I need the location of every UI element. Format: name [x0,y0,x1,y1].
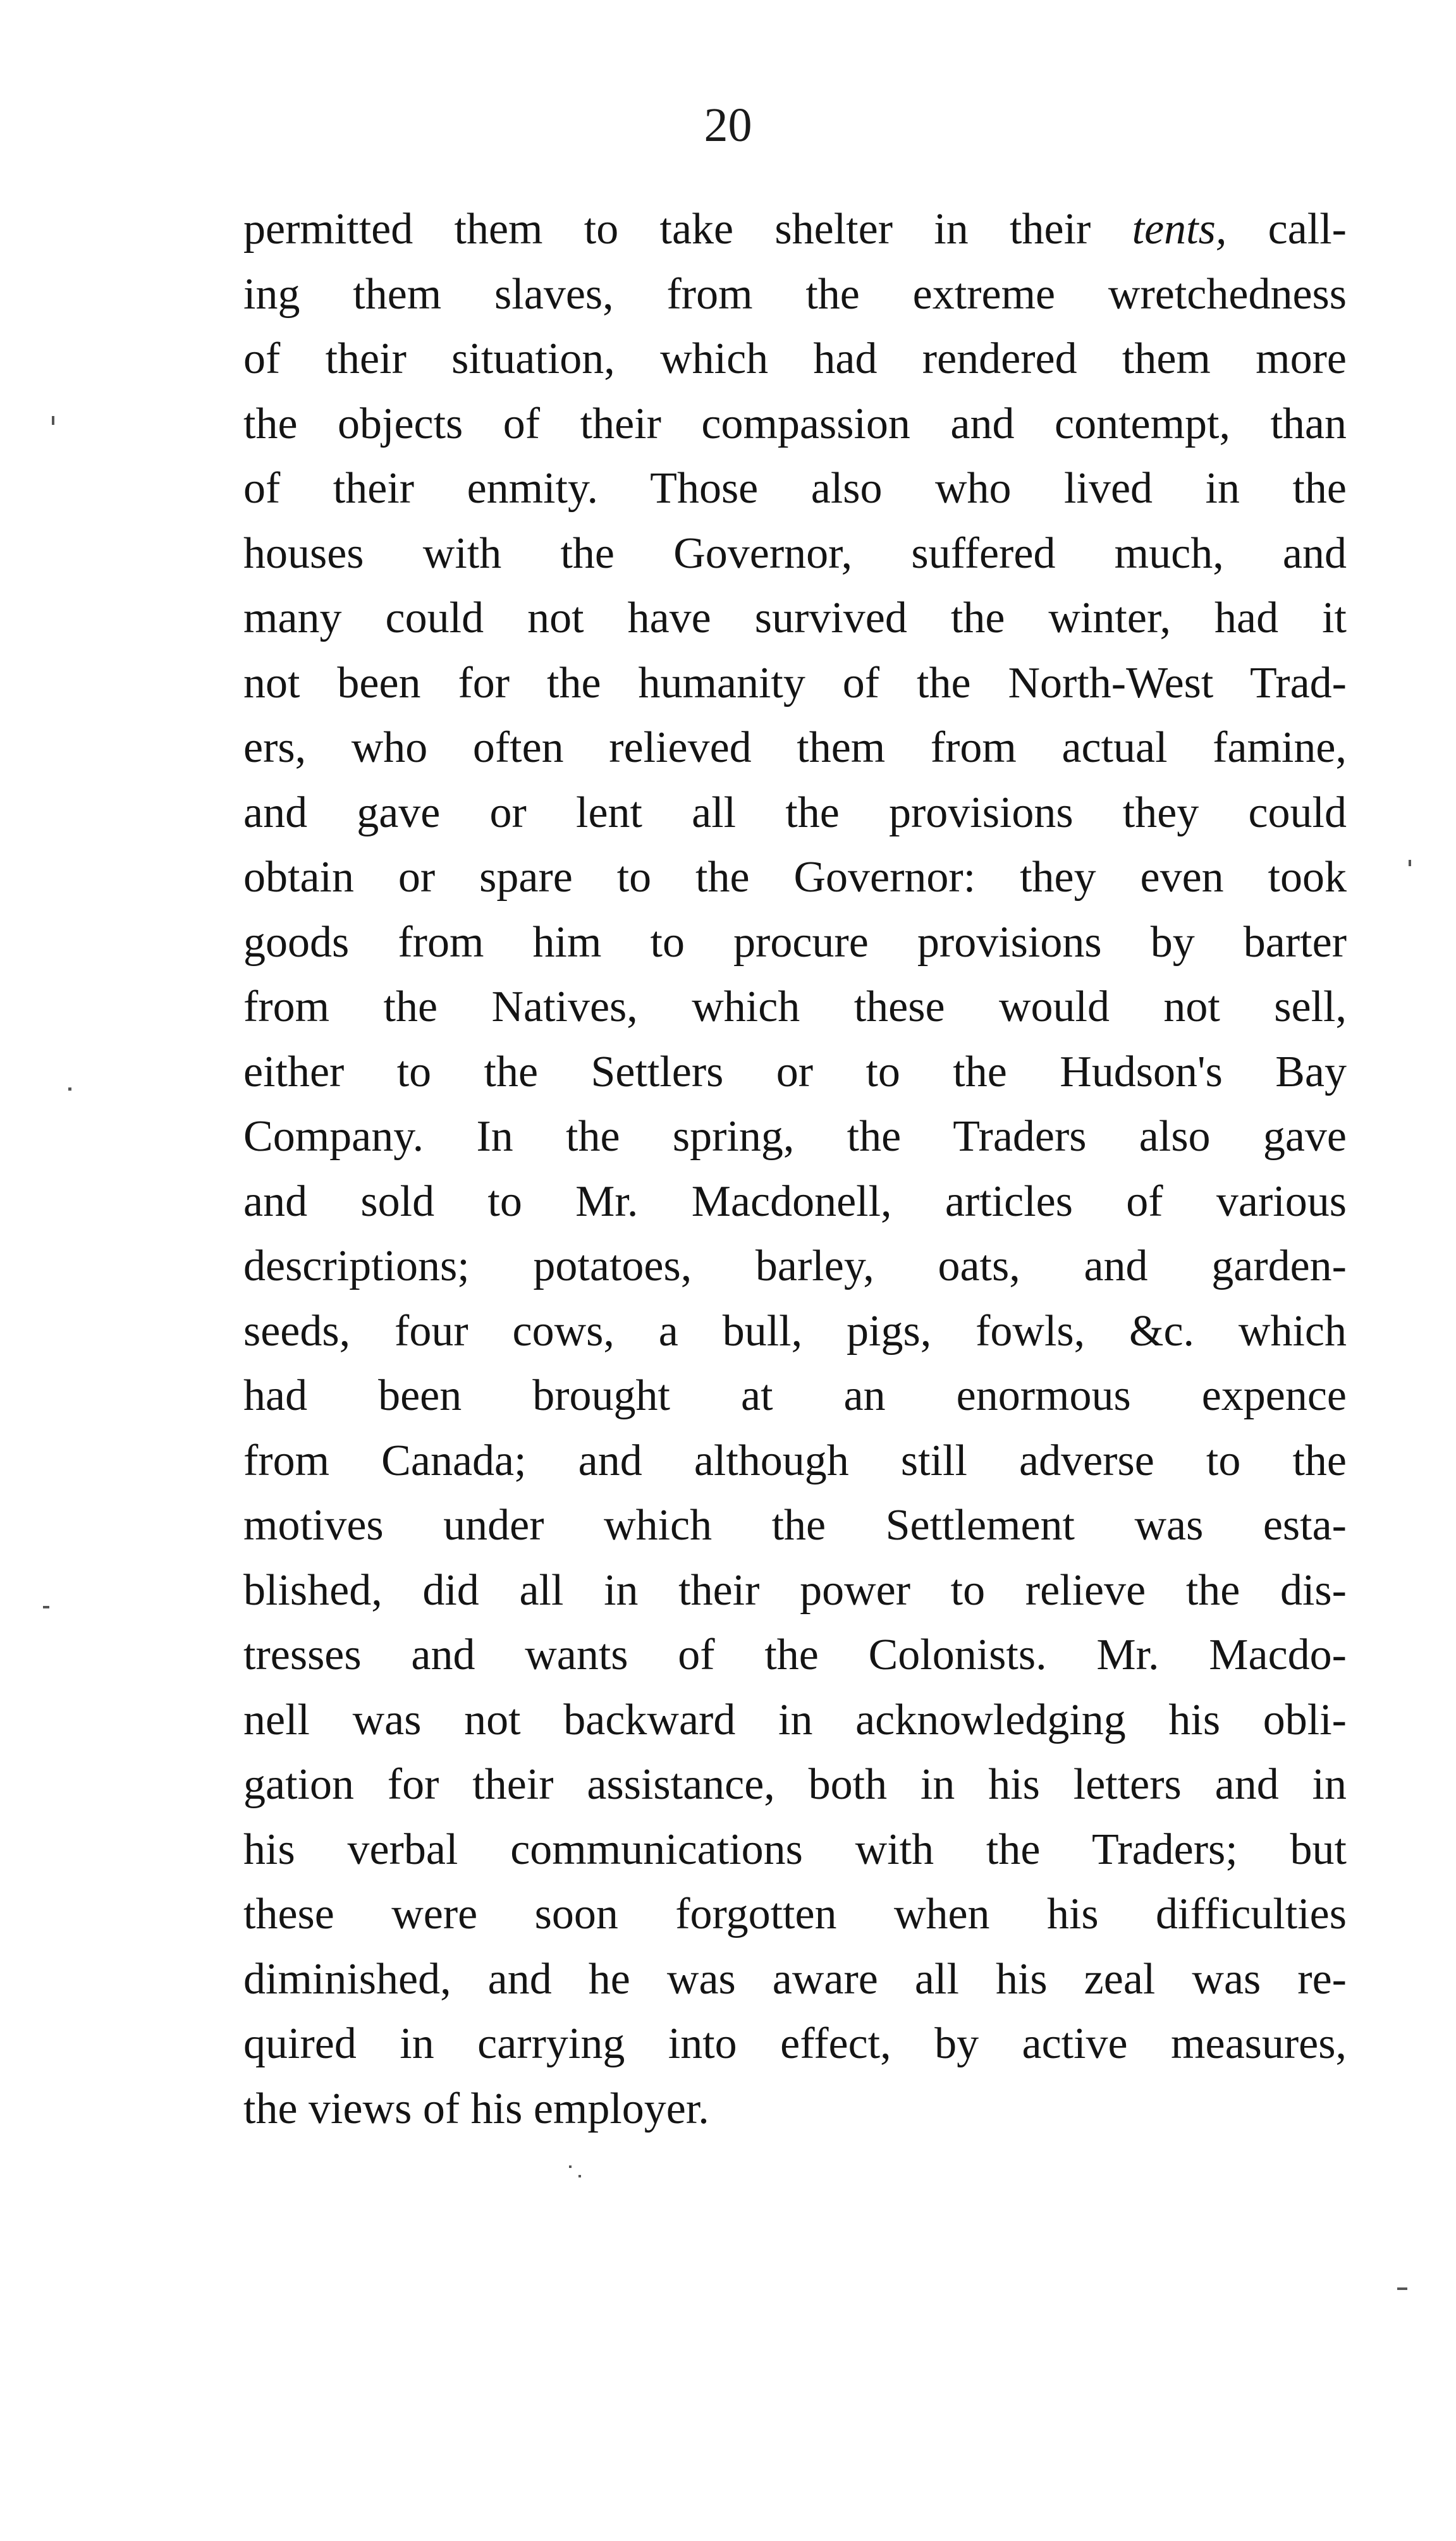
text-line: seeds, four cows, a bull, pigs, fowls, &c. which [243,1306,1347,1356]
text-line: not been for the humanity of the North-West Trad- [243,658,1347,707]
page-number: 20 [704,99,752,152]
text-line: from Canada; and although still adverse to the [243,1436,1347,1485]
text-line: quired in carrying into effect, by active measures, [243,2019,1347,2068]
text-line [243,197,1347,262]
text-segment: call- [1227,205,1347,254]
text-line: from the Natives, which these would not sell, [243,983,1347,1031]
text-line: ers, who often relieved them from actual famine, [243,723,1347,772]
body-text [243,197,1347,2141]
print-speck [1397,2287,1407,2290]
print-speck [43,1606,49,1608]
text-line: gation for their assistance, both in his letters and in [243,1760,1347,1809]
text-line: of their enmity. Those also who lived in the [243,464,1347,513]
print-speck [569,2165,572,2168]
text-line: motives under which the Settlement was esta- [243,1501,1347,1550]
text-line: Company. In the spring, the Traders also gave [243,1112,1347,1161]
text-line: tresses and wants of the Colonists. Mr. Macdo- [243,1631,1347,1679]
text-line: many could not have survived the winter, had it [243,594,1347,642]
text-line: goods from him to procure provisions by barter [243,917,1347,967]
text-line: these were soon forgotten when his difficulties [243,1890,1347,1938]
text-line: houses with the Governor, suffered much, and [243,529,1347,578]
text-line: descriptions; potatoes, barley, oats, and garden- [243,1242,1347,1290]
text-line: ing them slaves, from the extreme wretchedness [243,269,1347,319]
text-line: the objects of their compassion and contempt, than [243,399,1347,448]
text-line: and gave or lent all the provisions they could [243,788,1347,837]
print-speck [578,2175,581,2177]
print-speck [1409,860,1411,866]
text-line: and sold to Mr. Macdonell, articles of various [243,1177,1347,1226]
text-segment: permitted them to take shelter in their [243,205,1132,254]
text-line: his verbal communications with the Traders; but [243,1825,1347,1874]
print-speck [68,1087,71,1091]
text-line: nell was not backward in acknowledging his obli- [243,1695,1347,1744]
text-line: of their situation, which had rendered them more [243,334,1347,383]
text-line: either to the Settlers or to the Hudson's Bay [243,1047,1347,1096]
italic-word: tents, [1132,205,1227,254]
text-line: diminished, and he was aware all his zeal was re- [243,1954,1347,2004]
print-speck [52,416,54,425]
text-line: had been brought at an enormous expence [243,1371,1347,1420]
text-line: obtain or spare to the Governor: they even took [243,853,1347,902]
text-line: the views of his employer. [243,2084,709,2133]
text-line: blished, did all in their power to relieve the dis- [243,1565,1347,1615]
